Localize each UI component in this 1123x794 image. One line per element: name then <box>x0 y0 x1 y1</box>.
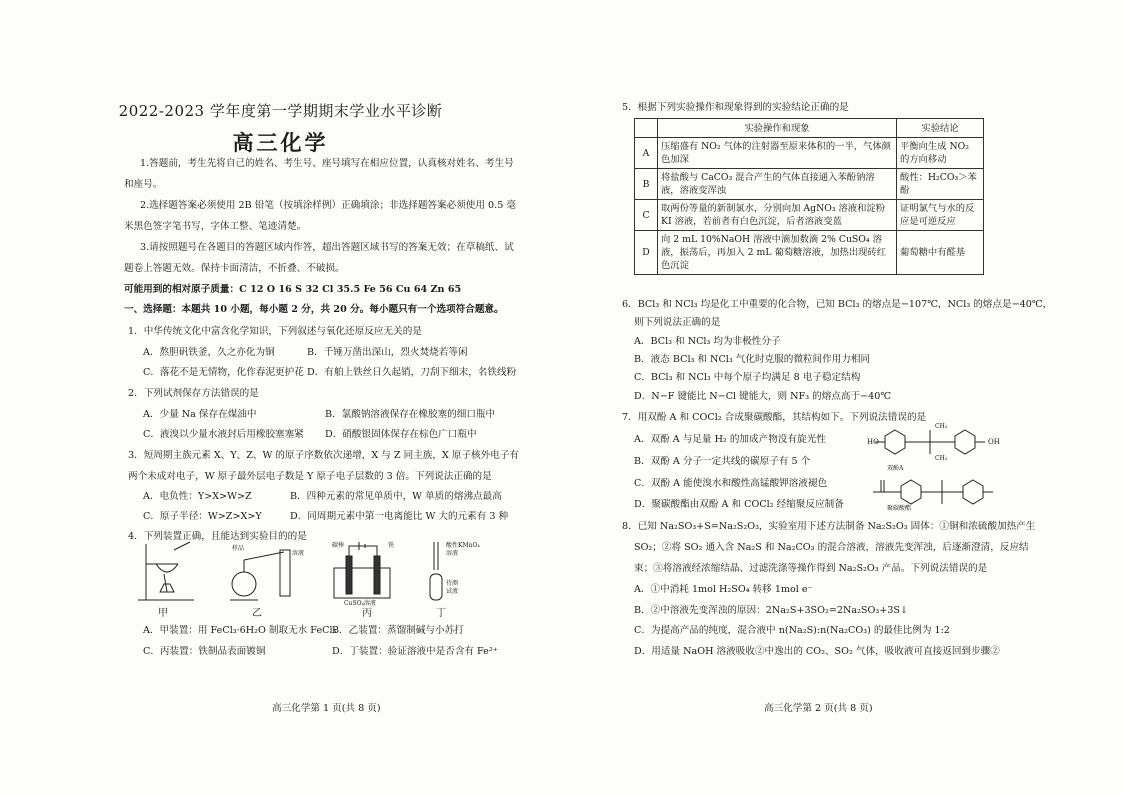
apparatus-label: 试液 <box>446 588 459 595</box>
q6-option-b[interactable]: B．液态 BCl₃ 和 NCl₃ 气化时克服的微粒间作用力相同 <box>634 354 871 365</box>
q4-option-b[interactable]: B．乙装置：蒸馏制碱与小苏打 <box>332 625 464 636</box>
q1-option-a[interactable]: A．熬胆矾铁釜，久之亦化为铜 <box>143 347 275 358</box>
table-row[interactable] <box>635 138 984 169</box>
row-conclusion: 证明氯气与水的反应是可逆反应 <box>897 200 984 231</box>
q2-option-d[interactable]: D．硝酸银固体保存在棕色广口瓶中 <box>325 429 477 440</box>
structure-label: CH₃ <box>935 423 948 430</box>
q8-option-a[interactable]: A．①中消耗 1mol H₂SO₄ 转移 1mol e⁻ <box>634 584 813 595</box>
apparatus-label: 铁 <box>388 542 395 549</box>
question-1-stem: 1．中华传统文化中富含化学知识，下列叙述与氧化还原反应无关的是 <box>128 326 422 337</box>
row-label: C <box>635 200 658 231</box>
row-operation: 取两份等量的新制氯水，分别向加 AgNO₃ 溶液和淀粉 KI 溶液，若前者有白色沉淀，后者溶液变蓝 <box>658 200 897 231</box>
instruction-line: 1.答题前，考生先将自己的姓名、考生号、座号填写在相应位置，认真核对姓名、考生号 <box>140 158 514 169</box>
apparatus-label-yi: 乙 <box>252 608 262 619</box>
q4-option-c[interactable]: C．丙装置：铁制品表面镀铜 <box>143 646 266 657</box>
table-header: 实验操作和现象 <box>658 119 897 138</box>
question-8-stem-cont: SO₂；②将 SO₂ 通入含 Na₂S 和 Na₂CO₃ 的混合溶液，溶液先变浑浊，后逐渐澄清，反应结 <box>634 542 1029 553</box>
q2-option-a[interactable]: A．少量 Na 保存在煤油中 <box>143 409 257 420</box>
apparatus-label: CuSO₄溶液 <box>344 600 376 607</box>
q7-option-b[interactable]: B．双酚 A 分子一定共线的碳原子有 5 个 <box>634 456 811 467</box>
experiment-table <box>634 118 984 275</box>
page-1 <box>0 0 561 794</box>
question-6-stem: 6．BCl₃ 和 NCl₃ 均是化工中重要的化合物，已知 BCl₃ 的熔点是−107℃，NCl₃ 的熔点是−40℃， <box>622 299 1053 310</box>
table-header-row <box>635 119 984 138</box>
apparatus-label: 样品 <box>232 545 245 552</box>
q8-option-b[interactable]: B．②中溶液先变浑浊的原因：2Na₂S+3SO₂=2Na₂SO₃+3S↓ <box>634 605 908 616</box>
instruction-line: 和座号。 <box>124 179 163 190</box>
q7-option-c[interactable]: C．双酚 A 能使溴水和酸性高锰酸钾溶液褪色 <box>634 478 828 489</box>
apparatus-label: 碳棒 <box>332 542 345 549</box>
row-label: A <box>635 138 658 169</box>
structure-label: CH₃ <box>935 455 948 462</box>
apparatus-label: 酸性KMnO₄ <box>446 542 480 549</box>
instruction-line: 题卷上答题无效。保持卡面清洁，不折叠、不破损。 <box>124 263 345 274</box>
instruction-line: 2.选择题答案必须使用 2B 铅笔（按填涂样例）正确填涂；非选择题答案必须使用 0.5 毫 <box>140 200 516 211</box>
q4-option-a[interactable]: A．甲装置：用 FeCl₃·6H₂O 制取无水 FeCl₃ <box>143 625 337 636</box>
apparatus-label: 待测 <box>446 580 459 587</box>
instruction-line: 米黑色签字笔书写，字体工整、笔迹清楚。 <box>124 221 307 232</box>
structure-label: 双酚A <box>887 465 904 472</box>
apparatus-figure <box>134 540 494 604</box>
row-conclusion: 平衡向生成 NO₂ 的方向移动 <box>897 138 984 169</box>
question-3-stem: 3．短周期主族元素 X、Y、Z、W 的原子序数依次递增，X 与 Z 同主族，X 原子核外电子有 <box>128 450 520 461</box>
q6-option-c[interactable]: C．BCl₃ 和 NCl₃ 中每个原子均满足 8 电子稳定结构 <box>634 372 861 383</box>
question-2-stem: 2．下列试剂保存方法错误的是 <box>128 388 259 399</box>
apparatus-label-jia: 甲 <box>158 608 168 619</box>
row-operation: 压缩盛有 NO₂ 气体的注射器至原来体积的一半，气体颜色加深 <box>658 138 897 169</box>
apparatus-label-ding: 丁 <box>436 608 446 619</box>
q7-option-a[interactable]: A．双酚 A 与足量 H₂ 的加成产物没有旋光性 <box>634 434 826 445</box>
page-footer: 高三化学第 1 页(共 8 页) <box>272 703 381 714</box>
row-label: B <box>635 169 658 200</box>
page-2 <box>562 0 1123 794</box>
page-footer: 高三化学第 2 页(共 8 页) <box>764 703 873 714</box>
q3-option-a[interactable]: A．电负性：Y>X>W>Z <box>143 491 252 502</box>
subject-title: 高三化学 <box>232 130 329 155</box>
q7-option-d[interactable]: D．聚碳酸酯由双酚 A 和 COCl₂ 经缩聚反应制备 <box>634 499 844 510</box>
table-header-blank <box>635 119 658 138</box>
section-heading: 一、选择题：本题共 10 小题，每小题 2 分，共 20 分。每小题只有一个选项符合题意。 <box>124 304 504 315</box>
q4-option-d[interactable]: D．丁装置：验证溶液中是否含有 Fe²⁺ <box>332 646 498 657</box>
structure-label: 聚碳酸酯 <box>887 505 912 512</box>
table-row[interactable] <box>635 169 984 200</box>
row-conclusion: 葡萄糖中有醛基 <box>897 231 984 275</box>
structure-label: OH <box>988 438 1000 446</box>
q8-option-c[interactable]: C．为提高产品的纯度，混合液中 n(Na₂S):n(Na₂CO₃) 的最佳比例为 1:2 <box>634 625 950 636</box>
q3-option-c[interactable]: C．原子半径：W>Z>X>Y <box>143 511 262 522</box>
q2-option-b[interactable]: B．氯酸钠溶液保存在橡胶塞的细口瓶中 <box>325 409 496 420</box>
table-row[interactable] <box>635 200 984 231</box>
exam-title: 2022-2023 学年度第一学期期末学业水平诊断 <box>118 102 443 120</box>
question-4-stem: 4．下列装置正确，且能达到实验目的的是 <box>128 531 307 542</box>
question-5-stem: 5．根据下列实验操作和现象得到的实验结论正确的是 <box>622 102 849 113</box>
q1-option-b[interactable]: B．千锤万凿出深山，烈火焚烧若等闲 <box>307 347 468 358</box>
question-8-stem-cont: 束；③将溶液经浓缩结晶、过滤洗涤等操作得到 Na₂S₂O₃ 产品。下列说法错误的是 <box>634 563 988 574</box>
question-6-stem-cont: 则下列说法正确的是 <box>634 317 721 328</box>
structure-label: HO <box>867 438 879 446</box>
row-conclusion: 酸性：H₂CO₃＞苯酚 <box>897 169 984 200</box>
q1-option-c[interactable]: C．落花不是无情物，化作春泥更护花 <box>143 367 304 378</box>
q6-option-a[interactable]: A．BCl₃ 和 NCl₃ 均为非极性分子 <box>634 336 781 347</box>
apparatus-label-bing: 丙 <box>362 608 372 619</box>
q8-option-d[interactable]: D．用适量 NaOH 溶液吸收②中逸出的 CO₂、SO₂ 气体，吸收液可直接返回到步骤② <box>634 646 1000 657</box>
apparatus-label: 溶液 <box>446 550 459 557</box>
row-operation: 将盐酸与 CaCO₃ 混合产生的气体直接通入苯酚钠溶液，溶液变浑浊 <box>658 169 897 200</box>
q1-option-d[interactable]: D．有舶上铁丝日久起销，刀刮下细末，名铁线粉 <box>307 367 517 378</box>
q3-option-d[interactable]: D．同周期元素中第一电离能比 W 大的元素有 3 种 <box>290 511 509 522</box>
instruction-line: 3.请按照题号在各题目的答题区域内作答，超出答题区域书写的答案无效；在草稿纸、试 <box>140 242 514 253</box>
row-label: D <box>635 231 658 275</box>
row-operation: 向 2 mL 10%NaOH 溶液中滴加数滴 2% CuSO₄ 溶液，振荡后，再加入 2 mL 葡萄糖溶液，加热出现砖红色沉淀 <box>658 231 897 275</box>
q6-option-d[interactable]: D．N−F 键能比 N−Cl 键能大，则 NF₃ 的熔点高于−40℃ <box>634 391 892 402</box>
question-3-stem-cont: 两个未成对电子，W 原子最外层电子数是 Y 原子电子层数的 3 倍。下列说法正确的是 <box>128 471 492 482</box>
q2-option-c[interactable]: C．液溴以少量水液封后用橡胶塞塞紧 <box>143 429 304 440</box>
atomic-masses: 可能用到的相对原子质量：C 12 O 16 S 32 Cl 35.5 Fe 56 Cu 64 Zn 65 <box>124 284 462 295</box>
apparatus-label: 溶液 <box>292 550 305 557</box>
question-8-stem: 8．已知 Na₂SO₃+S=Na₂S₂O₃，实验室用下述方法制备 Na₂S₂O₃ 固体：①铜和浓硫酸加热产生 <box>622 521 1036 532</box>
table-header: 实验结论 <box>897 119 984 138</box>
q3-option-b[interactable]: B．四种元素的常见单质中，W 单质的熔沸点最高 <box>290 491 502 502</box>
question-7-stem: 7．用双酚 A 和 COCl₂ 合成聚碳酸酯，其结构如下。下列说法错误的是 <box>622 412 927 423</box>
table-row[interactable] <box>635 231 984 275</box>
